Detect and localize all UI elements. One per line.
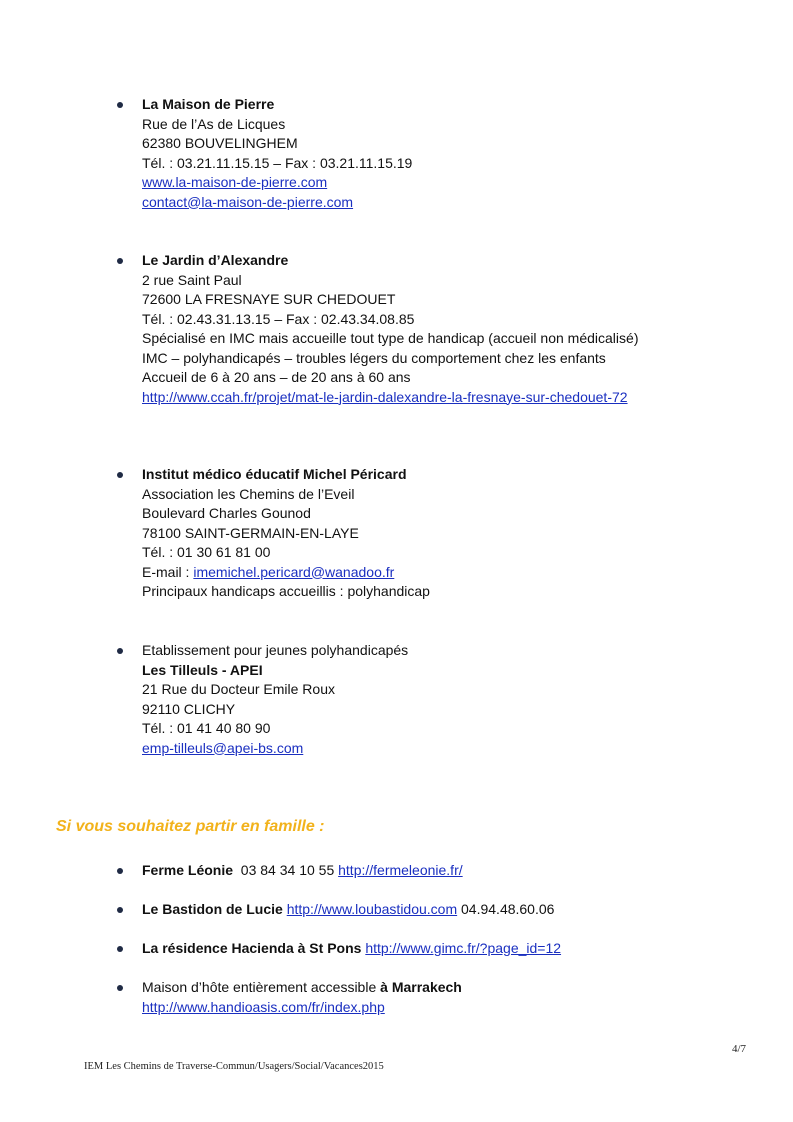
entry-title: La Maison de Pierre <box>142 96 275 112</box>
item-location: à Marrakech <box>380 979 462 995</box>
phone-line: Tél. : 02.43.31.13.15 – Fax : 02.43.34.08.85 <box>142 310 415 327</box>
bullet-icon <box>117 907 123 913</box>
entry-intro: Etablissement pour jeunes polyhandicapés <box>142 642 409 658</box>
bullet-icon <box>117 258 123 264</box>
item-name: Le Bastidon de Lucie <box>142 901 283 917</box>
family-item <box>142 861 463 881</box>
item-name: La résidence Hacienda à St Pons <box>142 940 362 956</box>
section-heading: Si vous souhaitez partir en famille : <box>56 818 325 835</box>
entry-jardin-alexandre <box>142 251 638 407</box>
footer-path: IEM Les Chemins de Traverse-Commun/Usagers/Social/Vacances2015 <box>84 1061 384 1072</box>
email-line <box>142 563 430 583</box>
email-link[interactable]: contact@la-maison-de-pierre.com <box>142 193 354 210</box>
entry-les-tilleuls <box>142 641 408 758</box>
handicap-line: Principaux handicaps accueillis : polyhandicap <box>142 583 430 599</box>
address-line: 62380 BOUVELINGHEM <box>142 135 298 151</box>
email-link[interactable]: emp-tilleuls@apei-bs.com <box>142 739 304 756</box>
item-link[interactable]: http://www.loubastidou.com <box>286 901 458 917</box>
website-link[interactable]: http://www.ccah.fr/projet/mat-le-jardin-dalexandre-la-fresnaye-sur-chedouet-72 <box>142 388 628 405</box>
item-phone: 04.94.48.60.06 <box>457 901 555 917</box>
phone-line: Tél. : 01 41 40 80 90 <box>142 720 271 736</box>
bullet-icon <box>117 868 123 874</box>
item-text: Maison d’hôte entièrement accessible <box>142 979 381 995</box>
bullet-icon <box>117 102 123 108</box>
description-line: Accueil de 6 à 20 ans – de 20 ans à 60 ans <box>142 369 411 385</box>
bullet-icon <box>117 946 123 952</box>
email-link[interactable]: imemichel.pericard@wanadoo.fr <box>193 563 395 580</box>
item-link[interactable]: http://fermeleonie.fr/ <box>338 862 463 878</box>
email-label: E-mail : <box>142 563 194 580</box>
family-item-marrakech <box>142 978 462 1017</box>
entry-title: Le Jardin d’Alexandre <box>142 252 289 268</box>
address-line: 78100 SAINT-GERMAIN-EN-LAYE <box>142 524 359 541</box>
entry-ime-michel-pericard <box>142 465 430 602</box>
description-line: IMC – polyhandicapés – troubles légers du comportement chez les enfants <box>142 349 606 366</box>
page-number: 4/7 <box>731 1043 746 1055</box>
item-name: Ferme Léonie <box>142 862 234 878</box>
address-line: Rue de l’As de Licques <box>142 115 286 132</box>
family-item <box>142 900 554 920</box>
item-link[interactable]: http://www.gimc.fr/?page_id=12 <box>365 940 562 956</box>
item-phone: 03 84 34 10 55 <box>233 862 339 878</box>
bullet-icon <box>117 985 123 991</box>
address-line: 21 Rue du Docteur Emile Roux <box>142 681 335 697</box>
website-link[interactable]: www.la-maison-de-pierre.com <box>142 174 328 190</box>
description-line: Spécialisé en IMC mais accueille tout type de handicap (accueil non médicalisé) <box>142 330 639 346</box>
association-line: Association les Chemins de l’Eveil <box>142 485 355 502</box>
item-link[interactable]: http://www.handioasis.com/fr/index.php <box>142 998 385 1015</box>
entry-title: Les Tilleuls - APEI <box>142 661 263 678</box>
family-item <box>142 939 561 959</box>
phone-line: Tél. : 01 30 61 81 00 <box>142 544 271 560</box>
address-line: Boulevard Charles Gounod <box>142 505 311 521</box>
bullet-icon <box>117 648 123 654</box>
entry-title: Institut médico éducatif Michel Péricard <box>142 466 407 482</box>
entry-maison-de-pierre <box>142 95 412 212</box>
address-line: 2 rue Saint Paul <box>142 271 242 288</box>
address-line: 72600 LA FRESNAYE SUR CHEDOUET <box>142 291 396 307</box>
phone-line: Tél. : 03.21.11.15.15 – Fax : 03.21.11.15.19 <box>142 154 413 171</box>
address-line: 92110 CLICHY <box>142 700 236 717</box>
bullet-icon <box>117 472 123 478</box>
